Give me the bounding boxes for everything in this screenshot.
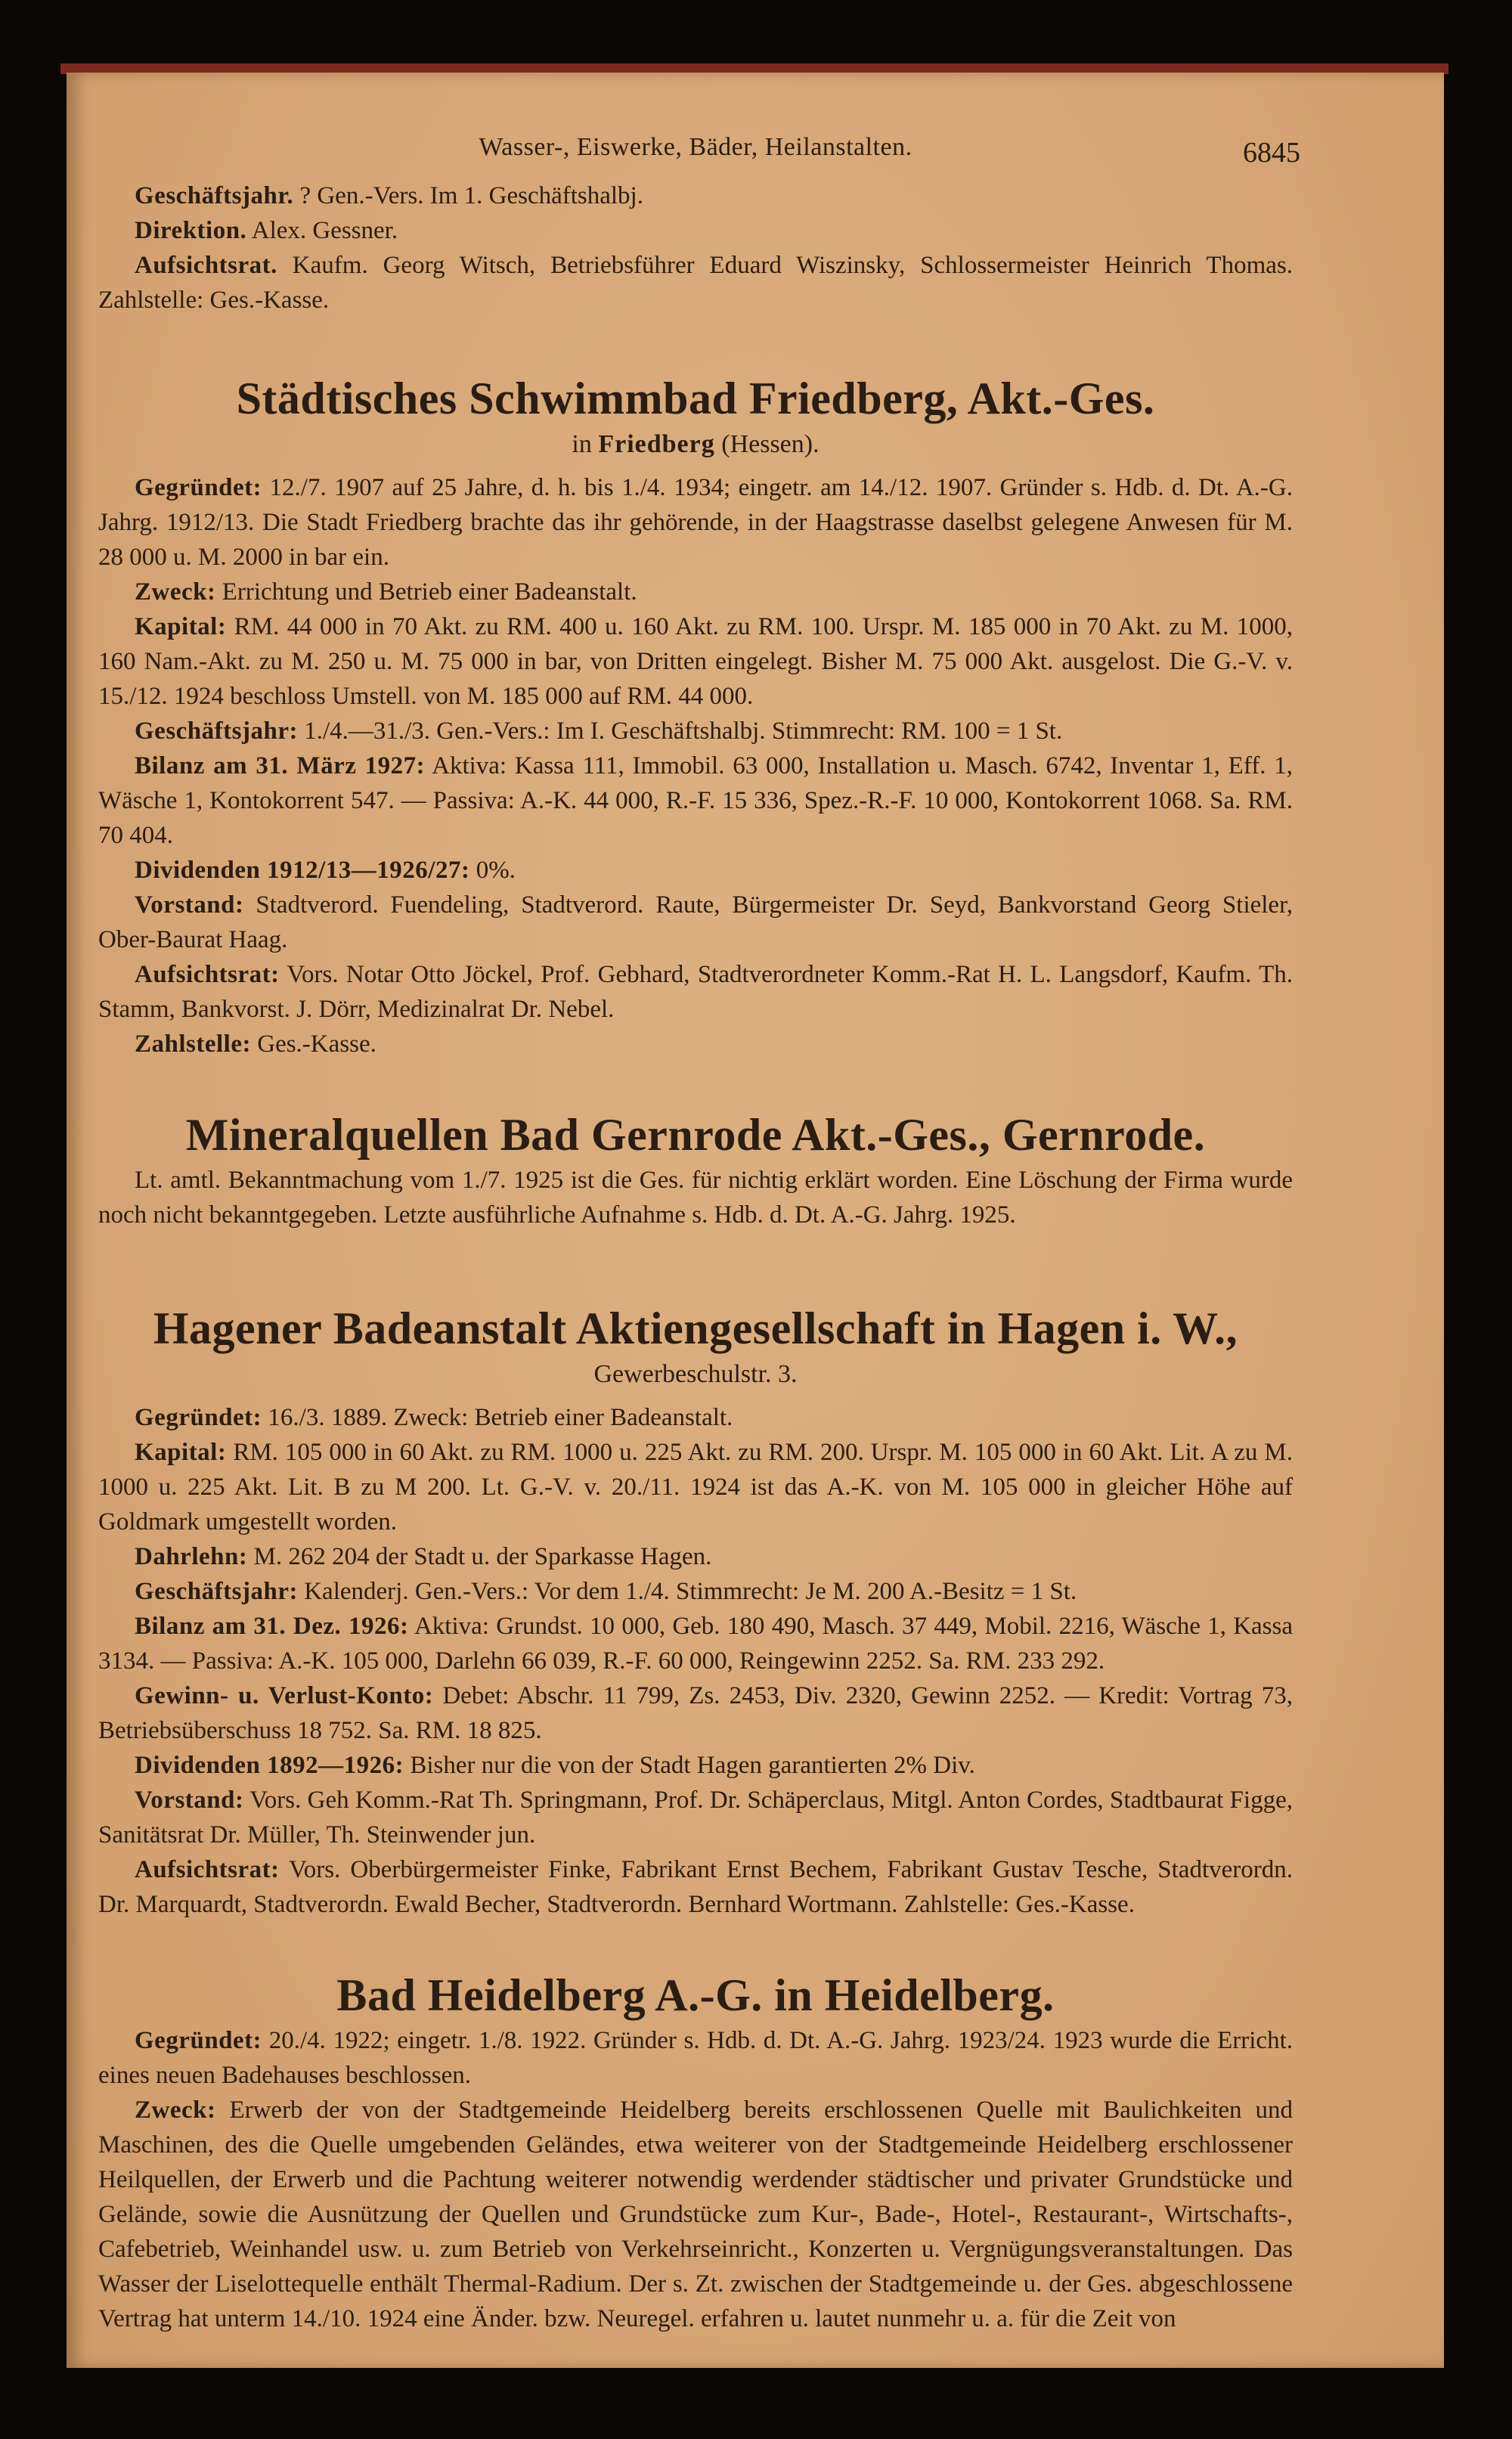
company-entry — [98, 1300, 1293, 1922]
entry-paragraph-gesch-ftsjahr — [98, 714, 1293, 748]
entry-paragraph-gesch-ftsjahr — [98, 1574, 1293, 1609]
entry-paragraph-dividenden-1912-13-1926-27 — [98, 853, 1293, 888]
field-text: Vors. Geh Komm.-Rat Th. Springmann, Prof. Dr. Schäperclaus, Mitgl. Anton Cordes, Stadtbaurat Figge, Sanitätsrat Dr. Müller, Th. Steinwender jun. — [98, 1787, 1293, 1849]
entry-paragraph-aufsichtsrat — [98, 248, 1293, 318]
entry-paragraph-dividenden-1892-1926 — [98, 1748, 1293, 1783]
field-label: Dividenden 1912/13—1926/27: — [135, 857, 470, 884]
field-text: Erwerb der von der Stadtgemeinde Heidelberg bereits erschlossenen Quelle mit Baulichkeiten und Maschinen, des die Quelle umgebenden Geländes, etwa weiterer von der Stadtgemeinde Heidelberg erschlossener Heilquellen, der Erwerb und die Pachtung weiterer notwendig werdender städtischer und privater Grundstücke und Gelände, sowie die Ausnützung der Quellen und Grundstücke zum Kur-, Bade-, Hotel-, Restaurant-, Wirtschafts-, Cafebetrieb, Weinhandel usw. u. zum Betrieb von Verkehrseinricht., Konzerten u. Vergnügungsveranstaltungen. Das Wasser der Liselottequelle enthält Thermal-Radium. Der s. Zt. zwischen der Stadtgemeinde u. der Ges. abgeschlossene Vertrag hat unterm 14./10. 1924 eine Änder. bzw. Neuregel. erfahren u. lautet nunmehr u. a. für die Zeit von — [98, 2097, 1293, 2332]
location-place: Friedberg — [598, 430, 715, 458]
field-label: Gegründet: — [135, 2027, 262, 2054]
field-text: 16./3. 1889. Zweck: Betrieb einer Badeanstalt. — [262, 1404, 733, 1431]
entry-paragraph-vorstand — [98, 888, 1293, 957]
field-text: Stadtverord. Fuendeling, Stadtverord. Raute, Bürgermeister Dr. Seyd, Bankvorstand Georg Stieler, Ober-Baurat Haag. — [98, 891, 1293, 953]
entry-paragraph-gesch-ftsjahr — [98, 178, 1293, 213]
entry-paragraph-aufsichtsrat — [98, 1852, 1293, 1922]
company-location — [98, 1356, 1293, 1393]
field-label: Geschäftsjahr. — [135, 182, 294, 209]
field-text: Ges.-Kasse. — [250, 1030, 376, 1058]
entry-paragraph-gegr-ndet — [98, 1400, 1293, 1435]
field-text: RM. 105 000 in 60 Akt. zu RM. 1000 u. 225 Akt. zu RM. 200. Urspr. M. 105 000 in 60 Akt. Lit. A zu M. 1000 u. 225 Akt. Lit. B zu M 200. Lt. G.-V. v. 20./11. 1924 ist das A.-K. von M. 105 000 in gleicher Höhe auf Goldmark umgestellt worden. — [98, 1439, 1293, 1536]
entry-paragraph-bilanz-am-31-m-rz-1927 — [98, 748, 1293, 853]
field-label: Dividenden 1892—1926: — [135, 1752, 404, 1779]
field-text: Vors. Oberbürgermeister Finke, Fabrikant Ernst Bechem, Fabrikant Gustav Tesche, Stadtverordn. Dr. Marquardt, Stadtverordn. Ewald Becher, Stadtverordn. Bernhard Wortmann. Zahlstelle: Ges.-Kasse. — [98, 1856, 1293, 1918]
field-text: Errichtung und Betrieb einer Badeanstalt. — [215, 578, 637, 606]
entry-paragraph-text — [98, 1163, 1293, 1232]
field-label: Dahrlehn: — [135, 1543, 248, 1570]
field-label: Aufsichtsrat: — [135, 1856, 280, 1883]
field-label: Gegründet: — [135, 1404, 262, 1431]
field-label: Zahlstelle: — [135, 1030, 251, 1058]
field-text: Aktiva: Grundst. 10 000, Geb. 180 490, Masch. 37 449, Mobil. 2216, Wäsche 1, Kassa 3134. — Passiva: A.-K. 105 000, Darlehn 66 039, R.-F. 60 000, Reingewinn 2252. Sa. RM. 233 292. — [98, 1613, 1294, 1675]
field-label: Direktion. — [135, 217, 247, 244]
company-entry — [98, 178, 1293, 318]
entry-paragraph-zweck — [98, 2093, 1293, 2336]
running-header — [98, 133, 1300, 178]
field-text: 0%. — [469, 857, 516, 884]
entry-paragraph-aufsichtsrat — [98, 957, 1293, 1027]
field-text: Bisher nur die von der Stadt Hagen garantierten 2% Div. — [404, 1752, 975, 1779]
field-text: ? Gen.-Vers. Im 1. Geschäftshalbj. — [293, 182, 643, 209]
field-text: 1./4.—31./3. Gen.-Vers.: Im I. Geschäftshalbj. Stimmrecht: RM. 100 = 1 St. — [297, 717, 1063, 745]
entry-paragraph-gegr-ndet — [98, 470, 1293, 575]
entry-paragraph-kapital — [98, 609, 1293, 714]
field-text: Vors. Notar Otto Jöckel, Prof. Gebhard, Stadtverordneter Komm.-Rat H. L. Langsdorf, Kaufm. Th. Stamm, Bankvorst. J. Dörr, Medizinalrat Dr. Nebel. — [98, 961, 1293, 1023]
entry-paragraph-gewinn-u-verlust-konto — [98, 1678, 1293, 1748]
company-entry — [98, 1107, 1293, 1232]
field-text: Lt. amtl. Bekanntmachung vom 1./7. 1925 ist die Ges. für nichtig erklärt worden. Eine Löschung der Firma wurde noch nicht bekanntgegeben. Letzte ausführliche Aufnahme s. Hdb. d. Dt. A.-G. Jahrg. 1925. — [98, 1167, 1293, 1229]
company-title: Bad Heidelberg A.-G. in Heidelberg. — [336, 1970, 1055, 2020]
field-label: Aufsichtsrat: — [135, 961, 280, 988]
entry-paragraph-gegr-ndet — [98, 2023, 1293, 2093]
field-label: Vorstand: — [135, 891, 244, 919]
field-text: RM. 44 000 in 70 Akt. zu RM. 400 u. 160 Akt. zu RM. 100. Urspr. M. 185 000 in 70 Akt. zu M. 1000, 160 Nam.-Akt. zu M. 250 u. M. 75 000 in bar, von Dritten eingelegt. Bisher M. 75 000 Akt. ausgelost. Die G.-V. v. 15./12. 1924 beschloss Umstell. von M. 185 000 auf RM. 44 000. — [98, 613, 1293, 710]
field-label: Geschäftsjahr: — [135, 717, 298, 745]
page-content — [98, 133, 1300, 2382]
field-text: Debet: Abschr. 11 799, Zs. 2453, Div. 2320, Gewinn 2252. — Kredit: Vortrag 73, Betriebsüberschuss 18 752. Sa. RM. 18 825. — [98, 1682, 1293, 1744]
field-label: Vorstand: — [135, 1787, 244, 1814]
field-text: Kalenderj. Gen.-Vers.: Vor dem 1./4. Stimmrecht: Je M. 200 A.-Besitz = 1 St. — [297, 1578, 1077, 1605]
field-label: Aufsichtsrat. — [135, 252, 277, 279]
company-title: Städtisches Schwimmbad Friedberg, Akt.-Ges. — [236, 373, 1155, 423]
entry-paragraph-zahlstelle — [98, 1027, 1293, 1061]
field-text: Alex. Gessner. — [246, 217, 398, 244]
company-entry — [98, 370, 1293, 1061]
field-text: 20./4. 1922; eingetr. 1./8. 1922. Gründer s. Hdb. d. Dt. A.-G. Jahrg. 1923/24. 1923 wurde die Erricht. eines neuen Badehauses beschlossen. — [98, 2027, 1293, 2089]
running-header-title: Wasser-, Eiswerke, Bäder, Heilanstalten. — [479, 133, 912, 161]
field-text: M. 262 204 der Stadt u. der Sparkasse Hagen. — [247, 1543, 712, 1570]
field-text: Aktiva: Kassa 111, Immobil. 63 000, Installation u. Masch. 6742, Inventar 1, Eff. 1, Wäsche 1, Kontokorrent 547. — Passiva: A.-K. 44 000, R.-F. 15 336, Spez.-R.-F. 10 000, Kontokorrent 1068. Sa. RM. 70 404. — [98, 752, 1293, 849]
company-entry — [98, 1967, 1293, 2336]
field-label: Kapital: — [135, 1439, 227, 1466]
company-title: Mineralquellen Bad Gernrode Akt.-Ges., Gernrode. — [185, 1110, 1206, 1160]
entry-paragraph-kapital — [98, 1435, 1293, 1539]
field-label: Kapital: — [135, 613, 227, 640]
company-title: Hagener Badeanstalt Aktiengesellschaft in Hagen i. W., — [153, 1303, 1238, 1353]
entry-paragraph-dahrlehn — [98, 1539, 1293, 1574]
field-text: 12./7. 1907 auf 25 Jahre, d. h. bis 1./4. 1934; eingetr. am 14./12. 1907. Gründer s. Hdb. d. Dt. A.-G. Jahrg. 1912/13. Die Stadt Friedberg brachte das ihr gehörende, in der Haagstrasse daselbst gelegene Anwesen für M. 28 000 u. M. 2000 in bar ein. — [98, 474, 1293, 571]
entry-paragraph-bilanz-am-31-dez-1926 — [98, 1609, 1293, 1678]
field-label: Bilanz am 31. März 1927: — [135, 752, 426, 779]
field-label: Zweck: — [135, 2097, 216, 2124]
field-label: Geschäftsjahr: — [135, 1578, 298, 1605]
field-label: Gewinn- u. Verlust-Konto: — [135, 1682, 434, 1709]
field-text: Kaufm. Georg Witsch, Betriebsführer Eduard Wiszinsky, Schlossermeister Heinrich Thomas. Zahlstelle: Ges.-Kasse. — [98, 252, 1293, 314]
company-location — [98, 426, 1293, 463]
field-label: Zweck: — [135, 578, 216, 606]
location-suffix: Gewerbeschulstr. 3. — [593, 1360, 798, 1388]
field-label: Bilanz am 31. Dez. 1926: — [135, 1613, 409, 1640]
entry-paragraph-vorstand — [98, 1783, 1293, 1852]
entry-paragraph-direktion — [98, 213, 1293, 248]
page-number: 6845 — [1243, 137, 1300, 169]
location-suffix: (Hessen). — [714, 430, 820, 458]
sections — [98, 178, 1293, 2336]
field-label: Gegründet: — [135, 474, 262, 501]
entry-paragraph-zweck — [98, 575, 1293, 609]
location-prefix: in — [572, 430, 599, 458]
